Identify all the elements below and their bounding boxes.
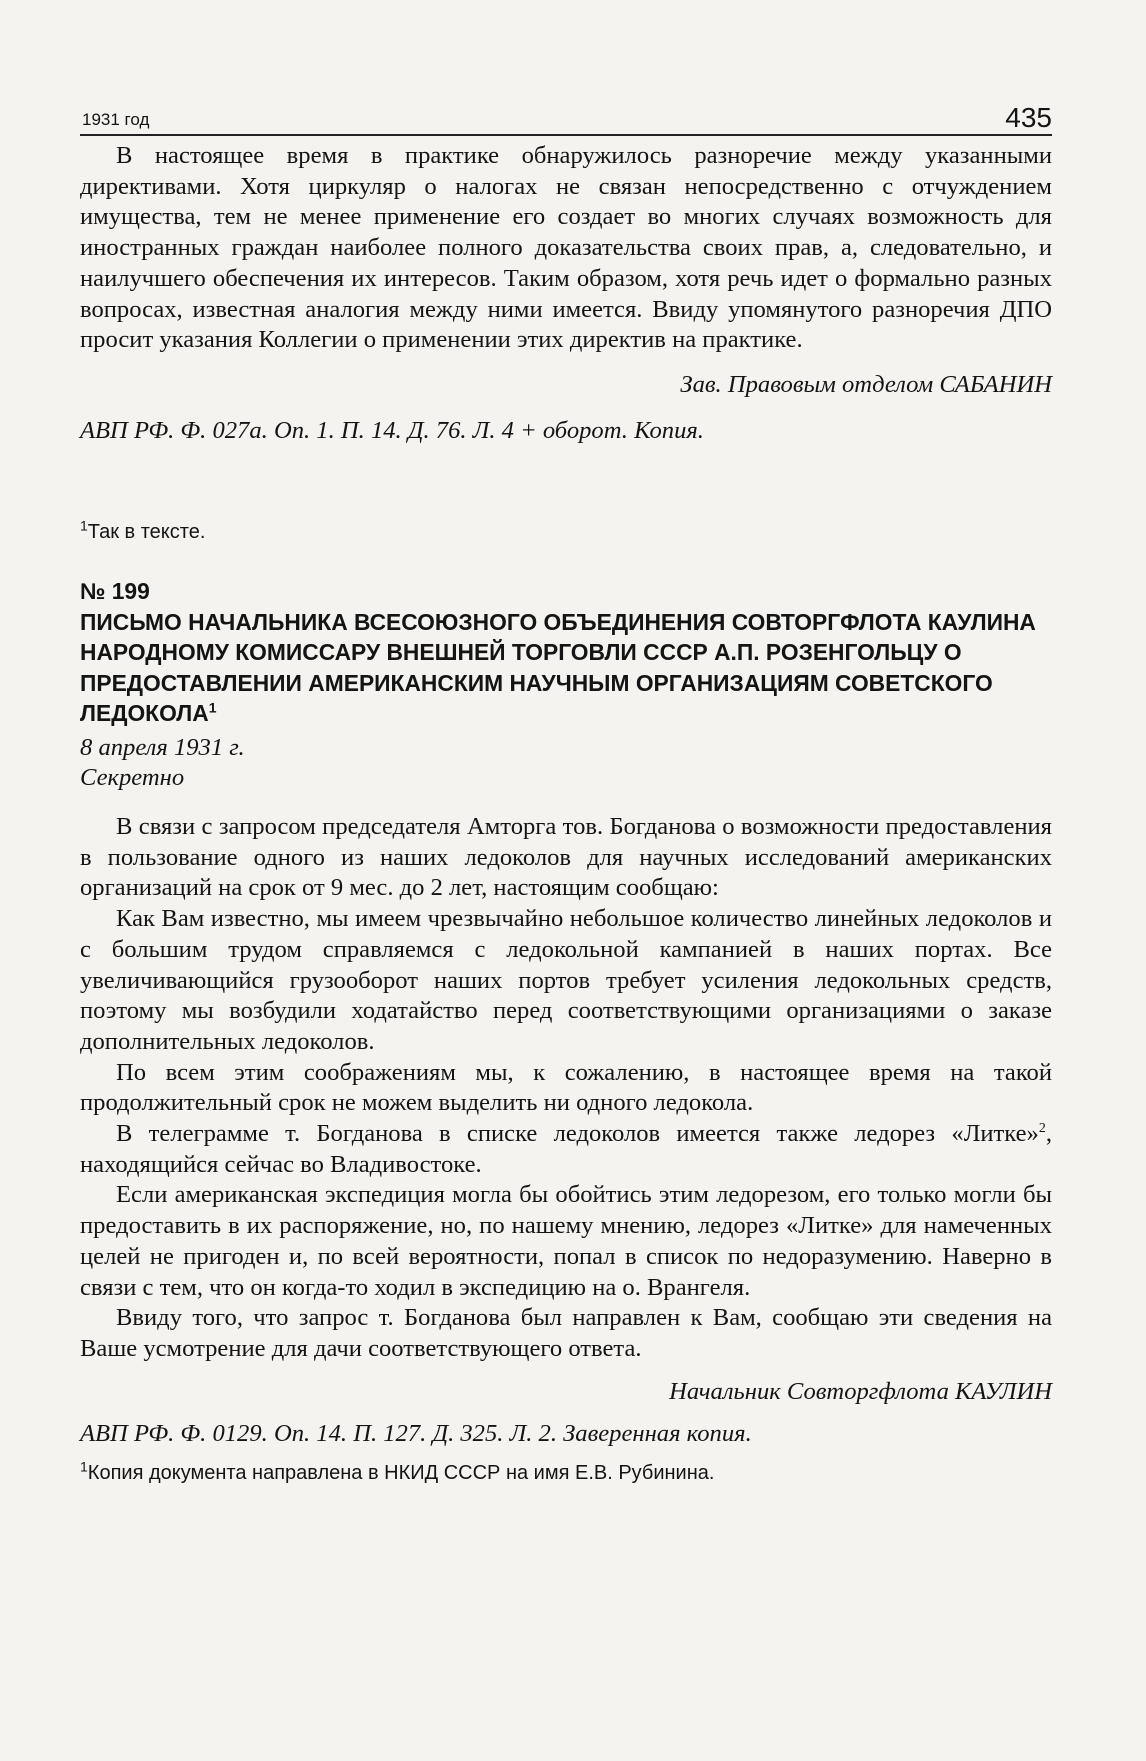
document-title-text: ПИСЬМО НАЧАЛЬНИКА ВСЕСОЮЗНОГО ОБЪЕДИНЕНИЯ СОВТОРГФЛОТА КАУЛИНА НАРОДНОМУ КОМИССАРУ ВНЕШНЕЙ ТОРГОВЛИ СССР А.П. РОЗЕНГОЛЬЦУ О ПРЕДОСТАВЛЕНИИ АМЕРИКАНСКИМ НАУЧНЫМ ОРГАНИЗАЦИЯМ СОВЕТСКОГО ЛЕДОКОЛА xyxy=(80,608,1036,726)
document-title xyxy=(80,607,1052,729)
archive-source-2: АВП РФ. Ф. 0129. Оп. 14. П. 127. Д. 325. Л. 2. Заверенная копия. xyxy=(80,1420,752,1448)
litke-text-b: , находящийся сейчас во Владивостоке. xyxy=(80,1120,1052,1178)
document-number: № 199 xyxy=(80,578,150,604)
intro-section xyxy=(80,141,1052,446)
letter-body xyxy=(80,812,1052,1486)
footnote-1 xyxy=(80,519,1052,545)
body-paragraph-5: Если американская экспедиция могла бы обойтись этим ледорезом, его только могли бы предоставить в их распоряжение, но, по нашему мнению, ледорез «Литке» для намеченных целей не пригоден и, по всей вероятности, попал в список по недоразумению. Наверно в связи с тем, что он когда-то ходил в экспедицию на о. Врангеля. xyxy=(80,1181,1052,1301)
document-header xyxy=(80,576,1052,794)
body-paragraph-1: В связи с запросом председателя Амторга тов. Богданова о возможности предоставления в пользование одного из наших ледоколов для научных исследований американских организаций на срок от 9 мес. до 2 лет, настоящим сообщаю: xyxy=(80,813,1052,902)
footnote-section-1 xyxy=(80,519,1052,545)
page-number: 435 xyxy=(1005,102,1052,133)
title-note-mark: 1 xyxy=(208,699,217,716)
signature-sabanin: Зав. Правовым отделом САБАНИН xyxy=(680,370,1052,398)
body-paragraph-2: Как Вам известно, мы имеем чрезвычайно небольшое количество линейных ледоколов и с большим трудом справляемся с ледокольной кампанией в наших портах. Все увеличивающийся грузооборот наших портов требует усиления ледокольных средств, поэтому мы возбудили ходатайство перед соответствующими организациями о заказе дополнительных ледоколов. xyxy=(80,905,1052,1055)
document-date: 8 апреля 1931 г. xyxy=(80,733,245,761)
footnote-1-mark: 1 xyxy=(80,517,88,534)
footnote-2-mark: 1 xyxy=(80,1458,88,1475)
body-paragraph-6: Ввиду того, что запрос т. Богданова был направлен к Вам, сообщаю эти сведения на Ваше усмотрение для дачи соответствующего ответа. xyxy=(80,1304,1052,1362)
footnote-2-text: Копия документа направлена в НКИД СССР на имя Е.В. Рубинина. xyxy=(87,1462,715,1485)
signature-kaulin: Начальник Совторгфлота КАУЛИН xyxy=(669,1377,1052,1405)
archive-source-1: АВП РФ. Ф. 027а. Оп. 1. П. 14. Д. 76. Л. 4 + оборот. Копия. xyxy=(80,416,704,444)
running-head-year: 1931 год xyxy=(82,110,150,129)
intro-paragraph: В настоящее время в практике обнаружилось разноречие между указанными директивами. Хотя циркуляр о налогах не связан непосредственно с отчуждением имущества, тем не менее применение его создает во многих случаях возможность для иностранных граждан наиболее полного доказательства своих прав, а, следовательно, и наилучшего обеспечения их интересов. Таким образом, хотя речь идет о формально разных вопросах, известная аналогия между ними имеется. Ввиду упомянутого разноречия ДПО просит указания Коллегии о применении этих директив на практике. xyxy=(80,142,1052,354)
litke-note-mark: 2 xyxy=(1038,1120,1046,1136)
footnote-1-text: Так в тексте. xyxy=(87,521,206,543)
body-paragraph-3: По всем этим соображениям мы, к сожалению, в настоящее время на такой продолжительный срок не можем выделить ни одного ледокола. xyxy=(80,1058,1052,1117)
litke-text-a: В телеграмме т. Богданова в списке ледоколов имеется также ледорез «Литке» xyxy=(116,1120,1039,1148)
body-paragraph-litke xyxy=(80,1119,1052,1180)
footnote-2 xyxy=(80,1460,1052,1486)
document-classification: Секретно xyxy=(80,764,185,792)
running-head xyxy=(80,100,1052,136)
